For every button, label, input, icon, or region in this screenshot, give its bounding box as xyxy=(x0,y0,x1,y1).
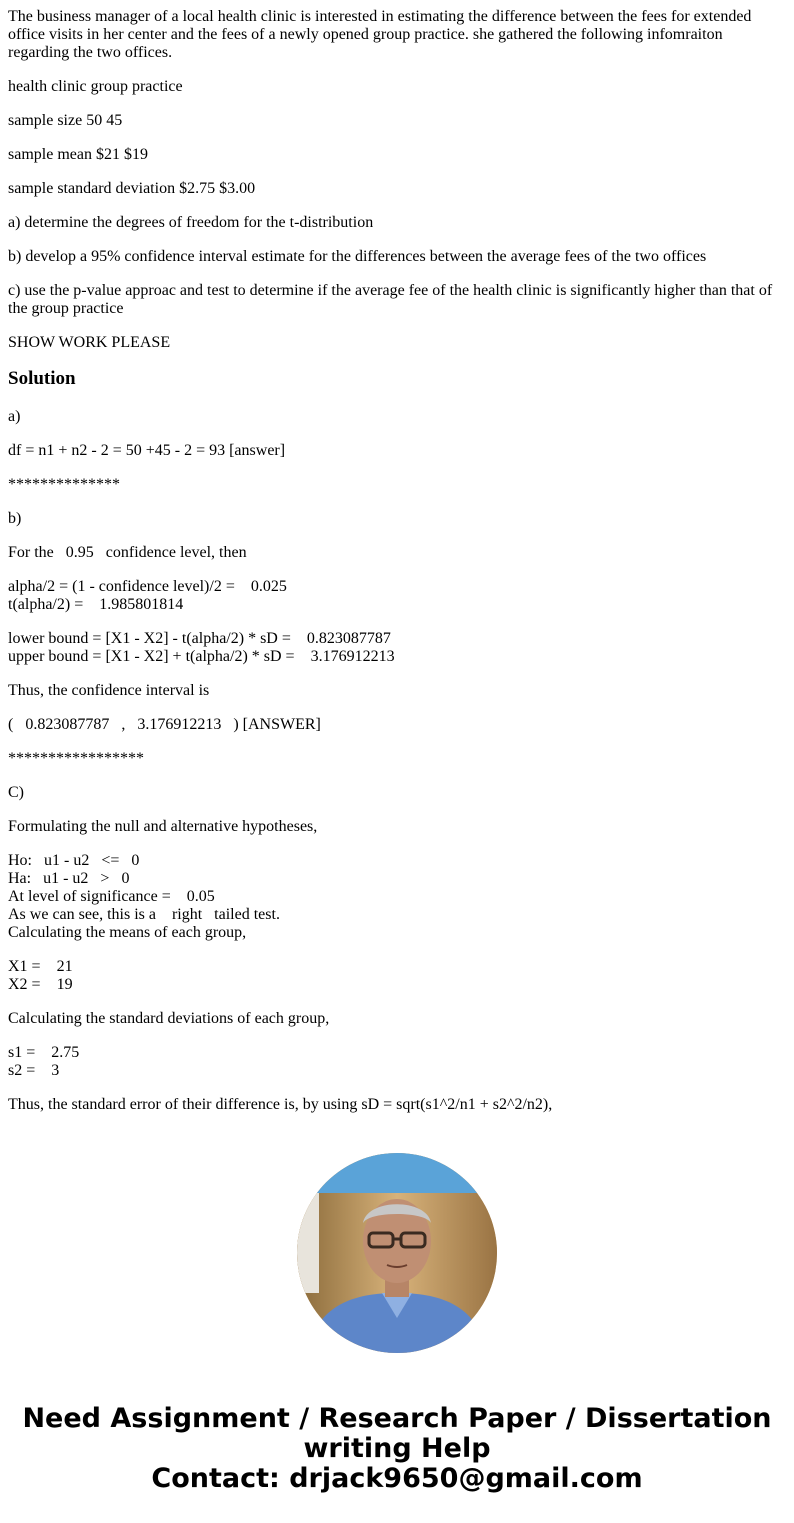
solution-line: upper bound = [X1 - X2] + t(alpha/2) * sD = 3.176912213 xyxy=(8,648,395,665)
solution-line: Calculating the means of each group, xyxy=(8,924,247,941)
solution-line: ***************** xyxy=(8,750,144,767)
solution-line: Formulating the null and alternative hypotheses, xyxy=(8,818,318,835)
solution-line: lower bound = [X1 - X2] - t(alpha/2) * sD = 0.823087787 xyxy=(8,630,391,647)
solution-line: t(alpha/2) = 1.985801814 xyxy=(8,596,184,613)
solution-line: df = n1 + n2 - 2 = 50 +45 - 2 = 93 [answer] xyxy=(8,442,286,459)
solution-line: For the 0.95 confidence level, then xyxy=(8,544,247,561)
solution-block xyxy=(8,510,786,528)
promo-line-2: writing Help xyxy=(303,1433,491,1464)
promo-line-1: Need Assignment / Research Paper / Dissertation xyxy=(22,1403,772,1434)
solution-line: s2 = 3 xyxy=(8,1062,60,1079)
solution-block xyxy=(8,544,786,562)
solution-block xyxy=(8,784,786,802)
promo-banner xyxy=(0,1150,794,1353)
solution-block xyxy=(8,630,786,666)
solution-block xyxy=(8,958,786,994)
promo-contact: Contact: drjack9650@gmail.com xyxy=(151,1463,643,1494)
solution-line: ************** xyxy=(8,476,120,493)
solution-line: Ha: u1 - u2 > 0 xyxy=(8,870,130,887)
solution-block xyxy=(8,716,786,734)
solution-line: At level of significance = 0.05 xyxy=(8,888,215,905)
question-paragraph: a) determine the degrees of freedom for the t-distribution xyxy=(8,214,374,231)
solution-line: b) xyxy=(8,510,22,527)
author-avatar xyxy=(297,1153,497,1353)
question-paragraph: The business manager of a local health clinic is interested in estimating the difference between the fees for extended office visits in her center and the fees of a newly opened group practice. she gathered the following infomraiton regarding the two offices. xyxy=(8,8,756,61)
solution-line: X2 = 19 xyxy=(8,976,73,993)
solution-line: ( 0.823087787 , 3.176912213 ) [ANSWER] xyxy=(8,716,321,733)
solution-line: alpha/2 = (1 - confidence level)/2 = 0.025 xyxy=(8,578,287,595)
solution-line: Thus, the standard error of their difference is, by using sD = sqrt(s1^2/n1 + s2^2/n2), xyxy=(8,1096,553,1113)
solution-line: s1 = 2.75 xyxy=(8,1044,80,1061)
solution-line: Ho: u1 - u2 <= 0 xyxy=(8,852,140,869)
question-paragraph: SHOW WORK PLEASE xyxy=(8,334,171,351)
solution-line: C) xyxy=(8,784,24,801)
solution-section xyxy=(8,408,786,1114)
solution-line: X1 = 21 xyxy=(8,958,73,975)
solution-block xyxy=(8,408,786,426)
solution-line: Thus, the confidence interval is xyxy=(8,682,210,699)
solution-block xyxy=(8,1010,786,1028)
solution-block xyxy=(8,750,786,768)
solution-line: Calculating the standard deviations of each group, xyxy=(8,1010,330,1027)
solution-block xyxy=(8,682,786,700)
solution-block xyxy=(8,442,786,460)
solution-block xyxy=(8,578,786,614)
solution-block xyxy=(8,852,786,942)
question-paragraph: sample standard deviation $2.75 $3.00 xyxy=(8,180,256,197)
solution-line: a) xyxy=(8,408,21,425)
author-photo xyxy=(297,1153,497,1353)
document-content xyxy=(8,8,786,1122)
solution-heading: Solution xyxy=(8,368,76,389)
solution-block xyxy=(8,818,786,836)
question-section xyxy=(8,8,786,352)
solution-block xyxy=(8,1096,786,1114)
question-paragraph: b) develop a 95% confidence interval estimate for the differences between the average fees of the two offices xyxy=(8,248,707,265)
solution-block xyxy=(8,1044,786,1080)
solution-line: As we can see, this is a right tailed test. xyxy=(8,906,280,923)
solution-block xyxy=(8,476,786,494)
question-paragraph: sample size 50 45 xyxy=(8,112,123,129)
promo-text xyxy=(0,1404,794,1494)
question-paragraph: sample mean $21 $19 xyxy=(8,146,148,163)
question-paragraph: c) use the p-value approac and test to determine if the average fee of the health clinic is significantly higher than that of the group practice xyxy=(8,282,777,317)
question-paragraph: health clinic group practice xyxy=(8,78,183,95)
